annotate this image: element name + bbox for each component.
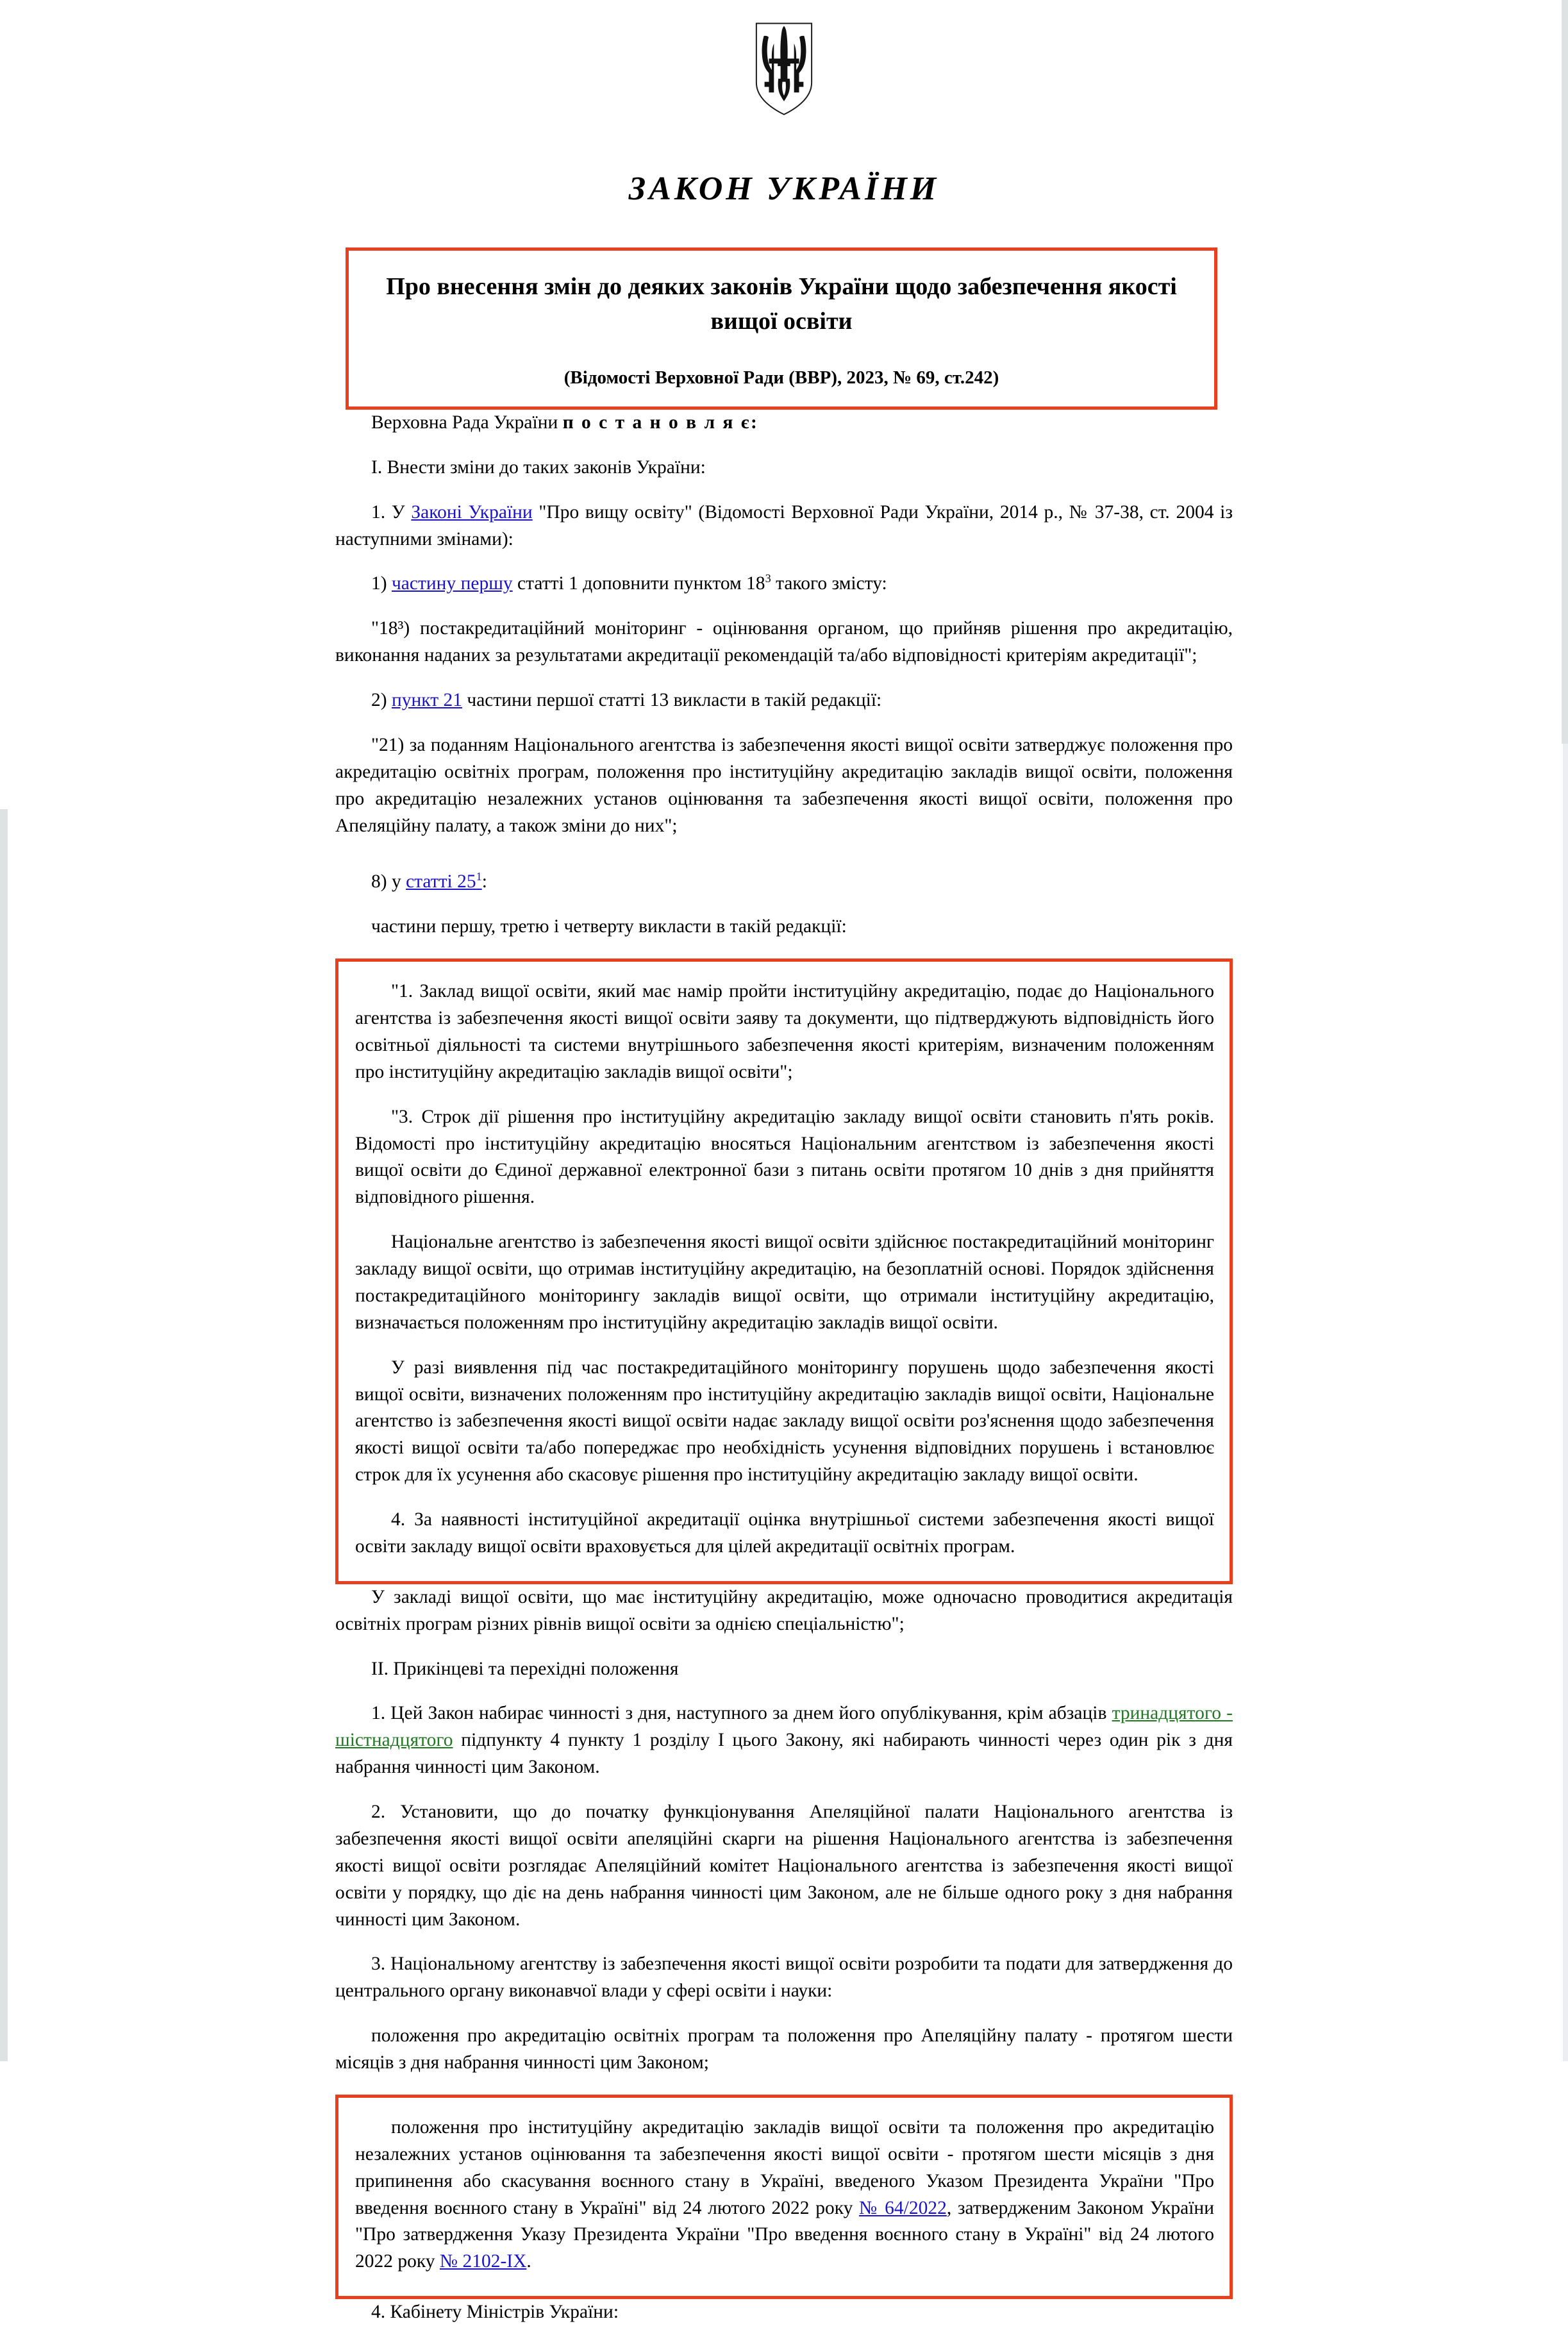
subitem-1-rest: такого змісту:	[771, 573, 887, 594]
subitem-2-rest: частини першої статті 13 викласти в такій редакції:	[462, 690, 882, 711]
paragraph-final-3-a: положення про акредитацію освітніх програм та положення про Апеляційну палату - протягом шести місяців з дня набрання чинності цим Законом;	[335, 2025, 1233, 2073]
item-1-lead: 1. У	[371, 501, 412, 523]
bottom-box-part2: , затвердженим Законом України "Про затвердження Указу Президента України "Про введення воєнного стану в Україні" від 24 лютого 2022 року	[355, 2197, 1215, 2272]
final-1-lead: 1. Цей Закон набирає чинності з дня, наступного за днем його опублікування, крім абзаців	[371, 1703, 1112, 1724]
box-paragraph-1: "1. Заклад вищої освіти, який має намір пройти інституційну акредитацію, подає до Національного агентства із забезпечення якості вищої освіти заяву та документи, що підтверджують відповідність його освітньої діяльності та системи внутрішнього забезпечення якості критеріям, визначеним положенням про інституційну акредитацію закладів вищої освіти";	[355, 981, 1214, 1082]
paragraph-quote-18: "18³) постакредитаційний моніторинг - оцінювання органом, що прийняв рішення про акредитацію, виконання наданих за результатами акредитації рекомендацій та/або відповідності критеріям акредитації";	[335, 618, 1233, 666]
page-gutter-right-bottom	[1563, 744, 1568, 2061]
subitem-8-rest: :	[481, 871, 487, 892]
page-gutter-right-top	[1562, 0, 1568, 744]
spacer	[335, 857, 1233, 869]
item-1-rest: "Про вищу освіту" (Відомості Верховної Ради України, 2014 р., № 37-38, ст. 2004 із наступними змінами):	[335, 501, 1233, 549]
bottom-highlight-box	[335, 2095, 1233, 2299]
link-statti-25[interactable]	[406, 871, 482, 892]
link-statti-25-superscript: 1	[476, 870, 482, 883]
paragraph-section-one: I. Внести зміни до таких законів України:	[371, 456, 706, 478]
paragraph-quote-21: "21) за поданням Національного агентства із забезпечення якості вищої освіти затверджує положення про акредитацію освітніх програм, положення про інституційну акредитацію закладів вищої освіти, положення про акредитацію незалежних установ оцінювання та забезпечення якості вищої освіти, положення про Апеляційну палату, а також зміни до них";	[335, 734, 1233, 836]
paragraph-subitem-2	[335, 687, 1233, 714]
paragraph-section-two: II. Прикінцеві та перехідні положення	[371, 1658, 679, 1679]
box-paragraph-2: "3. Строк дії рішення про інституційну акредитацію закладу вищої освіти становить п'ять років. Відомості про інституційну акредитацію вносяться Національним агентством із забезпечення якості вищої освіти до Єдиної державної електронної бази з питань освіти протягом 10 днів з дня прийняття відповідного рішення.	[355, 1106, 1214, 1208]
subitem-1-lead: 1)	[371, 573, 392, 594]
paragraph-subitem-8	[335, 869, 1233, 896]
subitem-1-mid: статті 1 доповнити пунктом 18	[512, 573, 765, 594]
document-content	[335, 0, 1233, 2326]
box-paragraph-4: У разі виявлення під час постакредитаційного моніторингу порушень щодо забезпечення якості вищої освіти, визначених положенням про інституційну акредитацію закладів вищої освіти, Національне агентство із забезпечення якості вищої освіти надає закладу вищої освіти роз'яснення щодо забезпечення якості вищої освіти та/або попереджає про необхідність усунення відповідних порушень і встановлює строк для їх усунення або скасовує рішення про інституційну акредитацію закладу вищої освіти.	[355, 1357, 1214, 1486]
bottom-box-paragraph	[355, 2114, 1214, 2275]
paragraph-truncated-final-4: 4. Кабінету Міністрів України:	[371, 2302, 619, 2323]
emblem-container	[335, 22, 1233, 120]
paragraph-final-2: 2. Установити, що до початку функціонування Апеляційної палати Національного агентства із забезпечення якості вищої освіти апеляційні скарги на рішення Національного агентства із забезпечення якості вищої освіти розглядає Апеляційний комітет Національного агентства із забезпечення якості вищої освіти у порядку, що діє на день набрання чинності цим Законом, але не більше одного року з дня набрання чинності цим Законом.	[335, 1802, 1233, 1930]
law-header: ЗАКОН УКРАЇНИ	[628, 171, 940, 207]
page-gutter-left	[0, 809, 8, 2061]
link-statti-25-text: статті 25	[406, 871, 476, 892]
link-trynadtsyatogo-shistnadtsyatogo[interactable]: тринадцятого - шістнадцятого	[335, 1703, 1233, 1751]
publication-reference: (Відомості Верховної Ради (ВВР), 2023, № 69, ст.242)	[563, 367, 999, 388]
rada-prefix-text: Верховна Рада України	[371, 412, 563, 433]
subitem-1-superscript: 3	[765, 572, 771, 585]
rada-decrees-bold: п о с т а н о в л я є:	[562, 412, 759, 433]
link-punkt-21[interactable]: пункт 21	[391, 690, 462, 711]
paragraph-final-1	[335, 1700, 1233, 1781]
main-highlight-box	[335, 959, 1233, 1584]
paragraph-item-1	[335, 499, 1233, 553]
ukraine-coat-of-arms-tryzub-icon	[753, 22, 815, 117]
paragraph-after-box: У закладі вищої освіти, що має інституційну акредитацію, може одночасно проводитися акредитація освітніх програм різних рівнів вищої освіти за однією спеціальністю";	[335, 1586, 1233, 1634]
link-no-2102-ix[interactable]: № 2102-IX	[439, 2251, 527, 2272]
paragraph-final-3: 3. Національному агентству із забезпечення якості вищої освіти розробити та подати для затвердження до центрального органу виконавчої влади у сфері освіти і науки:	[335, 1954, 1233, 2002]
final-1-rest: підпункту 4 пункту 1 розділу I цього Закону, які набирають чинності через один рік з дня набрання чинності цим Законом.	[335, 1730, 1233, 1778]
link-chastynu-pershu[interactable]: частину першу	[391, 573, 513, 594]
link-zakon-ukrainy[interactable]: Законі України	[411, 501, 533, 523]
title-highlight-box	[346, 247, 1217, 410]
bottom-box-part1: положення про інституційну акредитацію закладів вищої освіти та положення про акредитацію незалежних установ оцінювання та забезпечення якості вищої освіти - протягом шести місяців з дня припинення або скасування воєнного стану в Україні, введеного Указом Президента України "Про введення воєнного стану в Україні" від 24 лютого 2022 року	[355, 2116, 1214, 2218]
box-paragraph-5: 4. За наявності інституційної акредитації оцінка внутрішньої системи забезпечення якості вищої освіти закладу вищої освіти враховується для цілей акредитації освітніх програм.	[355, 1509, 1214, 1557]
box-paragraph-3: Національне агентство із забезпечення якості вищої освіти здійснює постакредитаційний моніторинг закладу вищої освіти, що отримав інституційну акредитацію, на безоплатній основі. Порядок здійснення постакредитаційного моніторингу закладів вищої освіти, що отримали інституційну акредитацію, визначається положенням про інституційну акредитацію закладів вищої освіти.	[355, 1232, 1214, 1333]
page-title: Про внесення змін до деяких законів України щодо забезпечення якості вищої освіти	[386, 273, 1177, 335]
paragraph-parts-line: частини першу, третю і четверту викласти в такій редакції:	[371, 916, 847, 937]
paragraph-subitem-1	[335, 571, 1233, 598]
link-no-64-2022[interactable]: № 64/2022	[859, 2197, 947, 2218]
subitem-8-lead: 8) у	[371, 871, 406, 892]
paragraph-rada-decrees	[335, 410, 1233, 437]
bottom-box-part3: .	[526, 2251, 531, 2272]
subitem-2-lead: 2)	[371, 690, 392, 711]
